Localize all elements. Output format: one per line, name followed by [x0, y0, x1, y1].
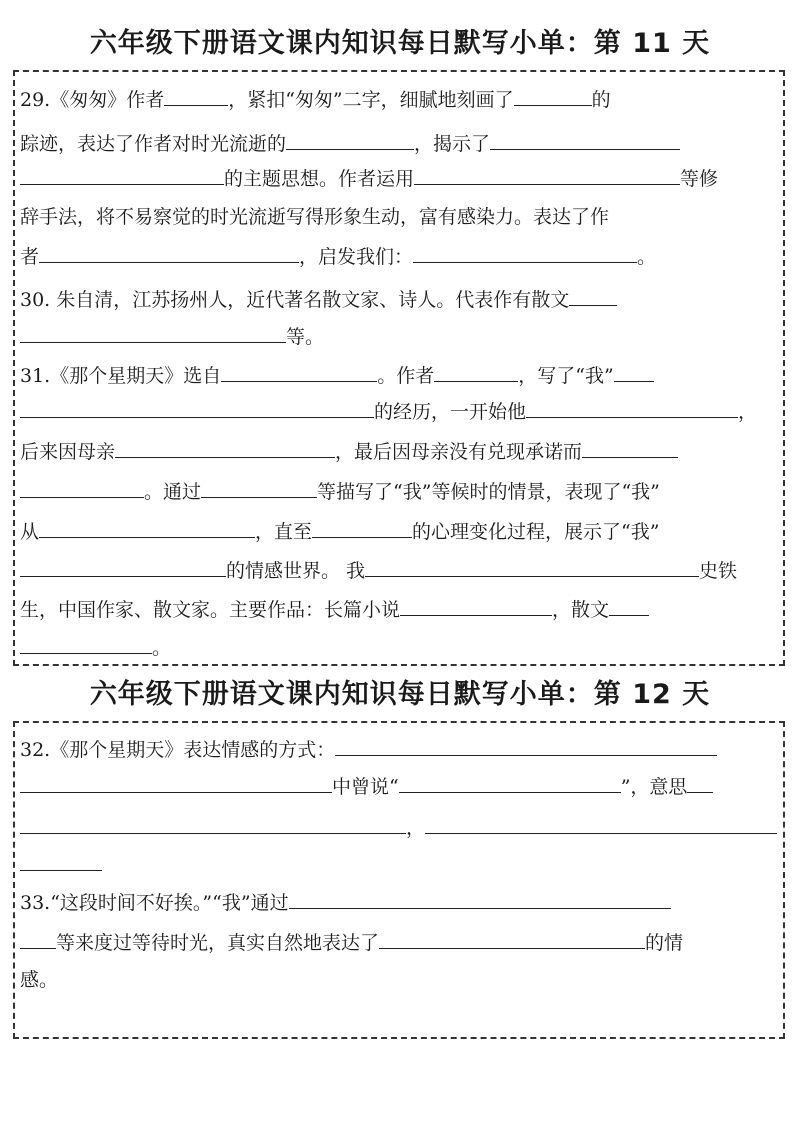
q31-blank[interactable]: [365, 552, 699, 577]
q29-blank[interactable]: [39, 238, 299, 263]
q31-text: ，写了“我”: [518, 365, 614, 387]
q29-line-2: [20, 125, 782, 161]
q33-line-3: [20, 962, 782, 998]
q31-line-8: [20, 629, 782, 665]
q29-blank[interactable]: [286, 125, 414, 150]
q32-line-2: [20, 768, 782, 804]
q32-blank[interactable]: [425, 809, 777, 834]
q31-blank[interactable]: [400, 591, 552, 616]
q31-blank[interactable]: [20, 473, 144, 498]
q33-blank[interactable]: [289, 884, 671, 909]
q29-text: 。: [637, 246, 657, 268]
q31-line-4: [20, 473, 782, 509]
q33-blank[interactable]: [20, 924, 56, 949]
q31-blank[interactable]: [115, 433, 335, 458]
q31-line-7: [20, 591, 782, 627]
q31-blank[interactable]: [20, 629, 152, 654]
q29-text: 的主题思想。作者运用: [224, 168, 415, 190]
q32-blank[interactable]: [687, 768, 713, 793]
q31-text: 31.《那个星期天》选自: [20, 365, 222, 387]
q31-text: 的经历，一开始他: [374, 401, 527, 423]
q29-line-3: [20, 160, 782, 196]
q29-blank[interactable]: [490, 125, 680, 150]
q31-blank[interactable]: [312, 513, 412, 538]
q33-text: 的情: [645, 932, 684, 954]
q30-text: 30. 朱自清，江苏扬州人，近代著名散文家、诗人。代表作有散文: [20, 289, 570, 311]
q33-text: 33.“这段时间不好挨。”“我”通过: [20, 892, 289, 914]
q30-text: 等。: [286, 326, 325, 348]
q29-text: 的: [591, 89, 611, 111]
q29-line-4: [20, 199, 782, 235]
q31-text: 的心理变化过程，展示了“我”: [412, 521, 660, 543]
q29-blank[interactable]: [414, 160, 680, 185]
q29-line-1: [20, 81, 782, 117]
q32-text: ”，意思: [620, 776, 688, 798]
q29-blank[interactable]: [20, 160, 224, 185]
q32-text: ，: [406, 817, 426, 839]
q31-text: 。: [152, 637, 172, 659]
q31-text: 从: [20, 521, 40, 543]
q31-blank[interactable]: [614, 357, 654, 382]
q33-line-1: [20, 884, 782, 920]
q32-blank[interactable]: [20, 768, 332, 793]
q31-blank[interactable]: [526, 393, 738, 418]
q31-text: ，散文: [552, 599, 610, 621]
q33-text: 感。: [20, 969, 59, 991]
q31-line-6: [20, 552, 782, 588]
q29-text: ，揭示了: [414, 133, 491, 155]
q31-blank[interactable]: [582, 433, 678, 458]
q31-blank[interactable]: [39, 513, 255, 538]
q31-line-3: [20, 433, 782, 469]
q32-blank[interactable]: [399, 768, 621, 793]
q32-line-1: [20, 731, 782, 767]
q31-text: ，直至: [255, 521, 313, 543]
q29-text: ，紧扣“匆匆”二字，细腻地刻画了: [228, 89, 514, 111]
q31-text: 生，中国作家、散文家。主要作品：长篇小说: [20, 599, 401, 621]
q29-blank[interactable]: [413, 238, 637, 263]
q31-blank[interactable]: [20, 552, 226, 577]
q32-text: 32.《那个星期天》表达情感的方式：: [20, 739, 336, 761]
q31-blank[interactable]: [20, 393, 374, 418]
q29-text: 者: [20, 246, 40, 268]
q32-blank[interactable]: [335, 731, 717, 756]
q29-line-5: [20, 238, 782, 274]
q31-text: 后来因母亲: [20, 441, 116, 463]
q30-blank[interactable]: [20, 318, 286, 343]
q31-line-5: [20, 513, 782, 549]
q31-blank[interactable]: [201, 473, 317, 498]
q31-text: 等描写了“我”等候时的情景，表现了“我”: [317, 481, 660, 503]
q30-line-2: [20, 318, 782, 354]
q32-blank[interactable]: [20, 809, 406, 834]
q32-text: 中曾说“: [332, 776, 399, 798]
q29-text: 等修: [680, 168, 719, 190]
q29-text: 29.《匆匆》作者: [20, 89, 165, 111]
q30-line-1: [20, 281, 782, 317]
day11-title: 六年级下册语文课内知识每日默写小单：第 11 天: [89, 28, 711, 59]
q31-text: 。作者: [377, 365, 435, 387]
q31-line-2: [20, 393, 782, 429]
q33-blank[interactable]: [379, 924, 645, 949]
q32-blank[interactable]: [20, 846, 102, 871]
q29-blank[interactable]: [514, 81, 592, 106]
q31-text: 的情感世界。 我: [226, 560, 366, 582]
q31-blank[interactable]: [609, 591, 649, 616]
q29-text: ，启发我们：: [299, 246, 414, 268]
q29-text: 辞手法，将不易察觉的时光流逝写得形象生动，富有感染力。表达了作: [20, 206, 610, 228]
q31-text: 。通过: [144, 481, 202, 503]
q30-blank[interactable]: [569, 281, 617, 306]
q32-line-3: [20, 809, 782, 845]
q29-text: 踪迹，表达了作者对时光流逝的: [20, 133, 287, 155]
q31-text: ，最后因母亲没有兑现承诺而: [335, 441, 583, 463]
q31-blank[interactable]: [221, 357, 377, 382]
q31-text: ，: [738, 401, 758, 423]
q29-author-blank[interactable]: [164, 81, 228, 106]
q31-blank[interactable]: [434, 357, 518, 382]
q33-text: 等来度过等待时光，真实自然地表达了: [56, 932, 380, 954]
q31-line-1: [20, 357, 782, 393]
day12-title: 六年级下册语文课内知识每日默写小单：第 12 天: [89, 679, 711, 710]
q31-text: 史铁: [699, 560, 738, 582]
q33-line-2: [20, 924, 782, 960]
q32-line-4: [20, 846, 782, 882]
